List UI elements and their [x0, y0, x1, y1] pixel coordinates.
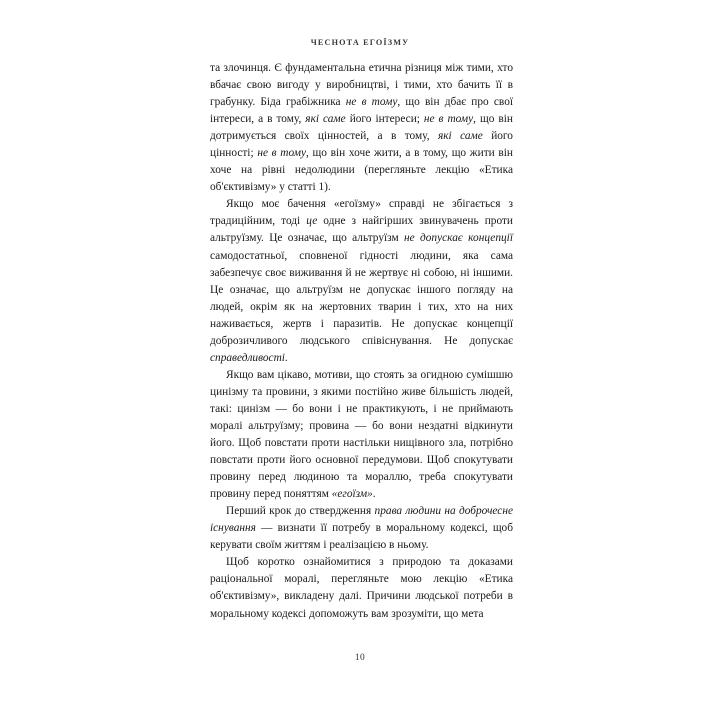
paragraph — [210, 60, 513, 196]
body-text: — визнати її потребу в моральному кодексі, щоб керувати своїм життям і реалізацією в ньому. — [210, 522, 513, 552]
emphasis-text: які саме — [437, 130, 483, 143]
body-text-block — [210, 60, 513, 623]
emphasis-text: не в тому — [257, 147, 306, 160]
body-text: його цінності; — [210, 130, 513, 160]
body-text: . — [284, 351, 288, 364]
body-text: Якщо вам цікаво, мотиви, що стоять за огидною сумішшю цинізму та провини, з якими постійно живе більшість людей, такі: цинізм — бо вони і не практикують, і не приймають моралі альтруїзму; провина — бо вони нездатні відкинути його. Щоб повстати проти настільки нищівного зла, потрібно повстати проти його основної передумови. Щоб спокутувати провину перед людиною та мораллю, треба спокутувати провину перед поняттям — [210, 368, 513, 501]
body-text: самодостатньої, сповненої гідності людини, яка сама забезпечує своє виживання й не жертвує ні собою, ні іншими. Це означає, що альтруїзм не допускає іншого погляду на людей, окрім як на жертовних тварин і тих, хто на них наживається, жертв і паразитів. Не допускає концепції доброзичливого людського співіснування. Не допускає — [210, 249, 513, 347]
emphasis-text: які саме — [305, 113, 346, 126]
body-text: , що він хоче жити, а в тому, що жити він хоче на рівні недолюдини (перегляньте лекцію «Етика об'єктивізму» у статті 1). — [210, 147, 514, 194]
paragraph — [210, 503, 513, 554]
page-number: 10 — [354, 653, 366, 663]
body-text: . — [372, 488, 376, 501]
body-text: Перший крок до ствердження — [226, 505, 375, 518]
running-header: ЧЕСНОТА ЕГОЇЗМУ — [310, 38, 410, 47]
emphasis-text: не допускає концепції — [404, 232, 513, 245]
body-text: його інтереси; — [345, 113, 424, 126]
emphasis-text: це — [306, 215, 318, 228]
body-text: Якщо моє бачення «егоїзму» справді не збігається з традиційним, тоді — [210, 198, 513, 228]
emphasis-text: не в тому — [423, 113, 474, 126]
emphasis-text: справедливості — [210, 351, 285, 364]
emphasis-text: «егоїзм» — [331, 488, 373, 501]
body-text: , що він дотримується своїх цінностей, а в тому, — [210, 113, 513, 143]
emphasis-text: права людини на доброчесне існування — [210, 505, 513, 535]
body-text: , що він дбає про свої інтереси, а в тому, — [210, 96, 514, 126]
body-text: одне з найгірших звинувачень проти альтруїзму. Це означає, що альтруїзм — [210, 215, 513, 245]
paragraph — [210, 367, 513, 503]
emphasis-text: не в тому — [345, 96, 398, 109]
paragraph — [210, 196, 513, 366]
body-text: та злочинця. Є фундаментальна етична різниця між тими, хто вбачає свою вигоду у виробництві, і тими, хто бачить її в грабунку. Біда грабіжника — [210, 62, 513, 109]
paragraph — [210, 554, 513, 622]
body-text: Щоб коротко ознайомитися з природою та доказами раціональної моралі, перегляньте мою лекцію «Етика об'єктивізму», викладену далі. Причини людської потреби в моральному кодексі допоможуть вам зрозуміти, що мета — [210, 556, 513, 620]
